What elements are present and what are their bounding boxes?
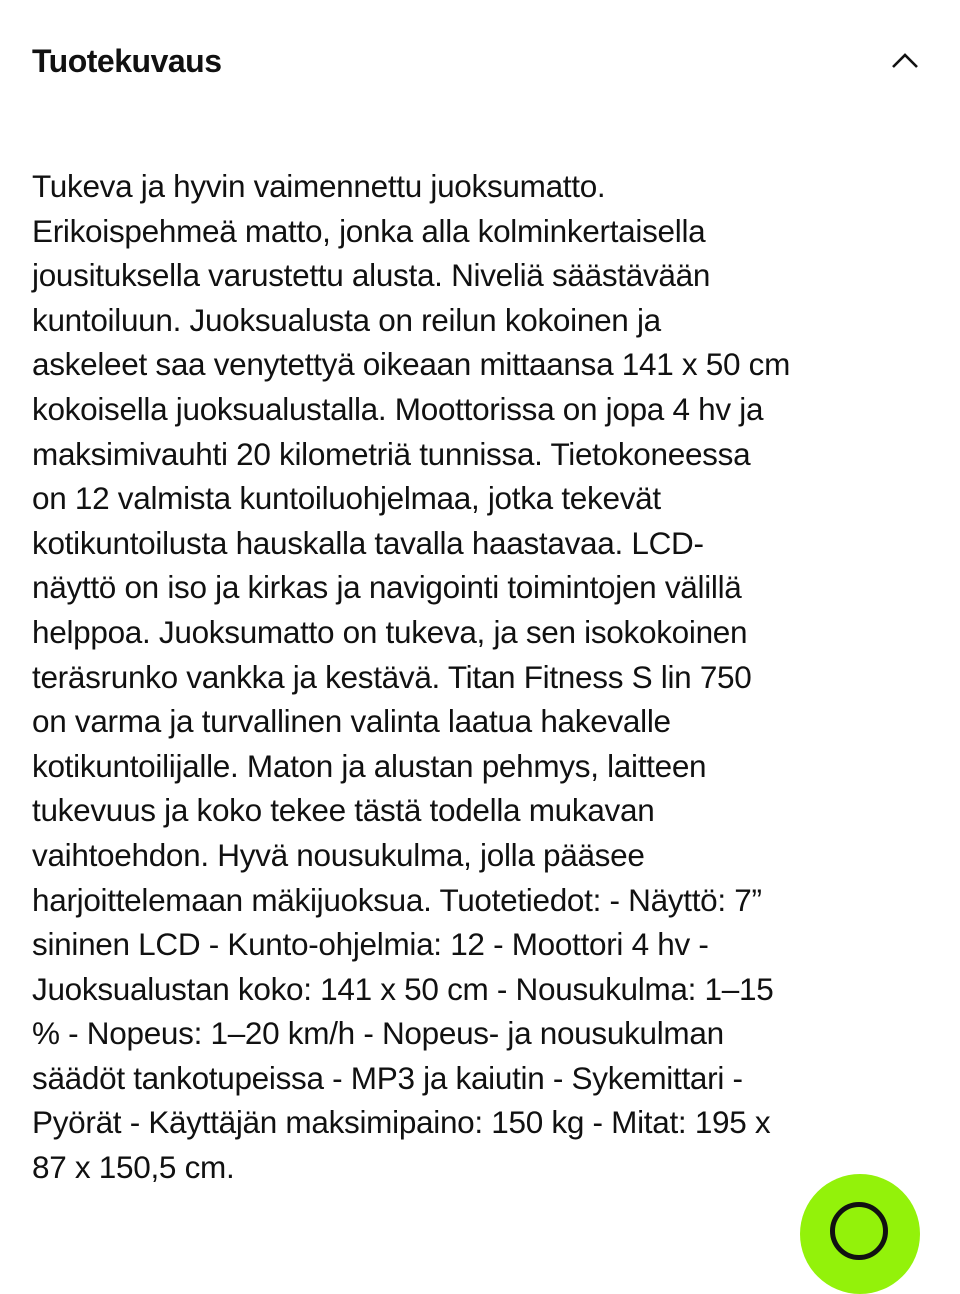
chat-button[interactable]: [800, 1174, 920, 1294]
description-line: Juoksualustan koko: 141 x 50 cm - Nousukulma: 1–15: [32, 970, 774, 1007]
description-line: % - Nopeus: 1–20 km/h - Nopeus- ja nousukulman: [32, 1015, 724, 1052]
description-line: kuntoiluun. Juoksualusta on reilun kokoinen ja: [32, 301, 661, 338]
section-title: Tuotekuvaus: [32, 42, 222, 79]
chat-icon: [830, 1202, 888, 1260]
description-line: jousituksella varustettu alusta. Niveliä säästävään: [32, 257, 711, 294]
description-line: Tukeva ja hyvin vaimennettu juoksumatto.: [32, 168, 606, 204]
description-line: Erikoispehmeä matto, jonka alla kolminkertaisella: [32, 212, 706, 249]
chevron-up-icon: [890, 52, 920, 70]
description-line: on 12 valmista kuntoiluohjelmaa, jotka tekevät: [32, 480, 661, 517]
collapse-toggle-button[interactable]: [880, 36, 930, 86]
product-description: [32, 164, 952, 1190]
description-line: sininen LCD - Kunto-ohjelmia: 12 - Moottori 4 hv -: [32, 926, 709, 963]
description-line: teräsrunko vankka ja kestävä. Titan Fitness S lin 750: [32, 658, 752, 695]
description-line: harjoittelemaan mäkijuoksua. Tuotetiedot: - Näyttö: 7”: [32, 881, 762, 918]
description-line: tukevuus ja koko tekee tästä todella mukavan: [32, 792, 655, 829]
description-line: kokoisella juoksualustalla. Moottorissa on jopa 4 hv ja: [32, 390, 764, 427]
description-line: kotikuntoilusta hauskalla tavalla haastavaa. LCD-: [32, 524, 704, 561]
description-line: kotikuntoilijalle. Maton ja alustan pehmys, laitteen: [32, 747, 707, 784]
description-line: askeleet saa venytettyä oikeaan mittaansa 141 x 50 cm: [32, 346, 791, 383]
section-header[interactable]: [32, 36, 928, 86]
description-line: näyttö on iso ja kirkas ja navigointi toimintojen välillä: [32, 569, 742, 606]
description-line: on varma ja turvallinen valinta laatua hakevalle: [32, 703, 671, 740]
description-line: vaihtoehdon. Hyvä nousukulma, jolla pääsee: [32, 836, 645, 873]
description-line: Pyörät - Käyttäjän maksimipaino: 150 kg - Mitat: 195 x: [32, 1104, 771, 1141]
description-line: helppoa. Juoksumatto on tukeva, ja sen isokokoinen: [32, 613, 748, 650]
description-line: säädöt tankotupeissa - MP3 ja kaiutin - Sykemittari -: [32, 1059, 743, 1096]
description-line: maksimivauhti 20 kilometriä tunnissa. Tietokoneessa: [32, 435, 751, 472]
description-line: 87 x 150,5 cm.: [32, 1149, 235, 1186]
